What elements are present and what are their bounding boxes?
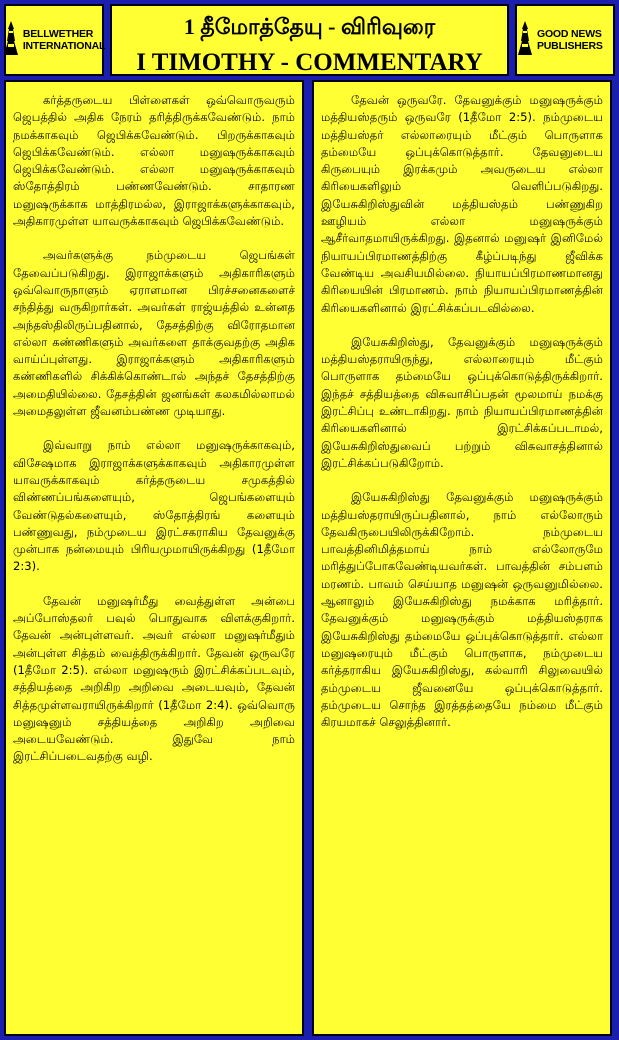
page-title-tamil: 1 தீமோத்தேயு - விரிவுரை (183, 14, 436, 39)
paragraph: தேவன் ஒருவரே. தேவனுக்கும் மனுஷருக்கும் மத்தியஸ்தரும் ஒருவரே (1தீமோ 2:5). நம்முடைய மத்தியஸ்தர் எல்லாரையும் மீட்கும் பொருளாக தம்மையே ஒப்புக்கொடுத்தார். தேவனுடைய கிருபையும் இரக்கமும் அவருடைய எல்லா கிரியைகளிலும் வெளிப்படுகிறது. இயேசுகிறிஸ்துவின் மத்தியஸ்தம் பண்ணுகிற ஊழியம் எல்லா மனுஷருக்கும் ஆசீர்வாதமாயிருக்கிறது. இதனால் மனுஷர் இனிமேல் நியாயப்பிரமாணத்திற்கு கீழ்ப்படிந்து ஜீவிக்க வேண்டிய அவசியமில்லை. நியாயப்பிரமாணமானது கிரியையின் பிரமாணம். நாம் நியாயப்பிரமாணத்தின் கிரியைகளினால் இரட்சிக்கப்படவில்லை. (321, 93, 603, 315)
publisher-name-right: GOOD NEWS PUBLISHERS (537, 28, 603, 52)
title-box (110, 4, 509, 76)
paragraph: இயேசுகிறிஸ்து தேவனுக்கும் மனுஷருக்கும் மத்தியஸ்தராயிருப்பதினால், நாம் எல்லோரும் தேவகிருபையிலிருக்கிறோம். நம்முடைய பாவத்தினிமித்தமாய் நாம் எல்லோருமே மரித்துப்போகவேண்டியவர்கள். பாவத்தின் சம்பளம் மரணம். பாவம் செய்யாத மனுஷன் ஒருவனுமில்லை. ஆனாலும் இயேசுகிறிஸ்து நமக்காக மரித்தார். தேவனுக்கும் மனுஷருக்கும் மத்தியஸ்தராக இயேசுகிறிஸ்து தம்மையே ஒப்புக்கொடுத்தார். எல்லா மனுஷரையும் மீட்கும் பொருளாக, நம்முடைய கர்த்தராகிய இயேசுகிறிஸ்து, கல்வாரி சிலுவையில் தம்முடைய ஜீவனையே ஒப்புக்கொடுத்தார். தம்முடைய சொந்த இரத்தத்தையே நம்மை மீட்கும் கிரயமாகச் செலுத்தினார். (321, 490, 603, 730)
paragraph: இவ்வாறு நாம் எல்லா மனுஷருக்காகவும், விசேஷமாக இராஜாக்களுக்காகவும் அதிகாரமுள்ள யாவருக்காகவும் கர்த்தருடைய சமுகத்தில் விண்ணப்பங்களையும், ஜெபங்களையும் வேண்டுதல்களையும், ஸ்தோத்திரங் களையும் பண்ணுவது, நம்முடைய இரட்சகராகிய தேவனுக்கு முன்பாக நன்மையும் பிரியமுமாயிருக்கிறது (1தீமோ 2:3). (13, 438, 295, 574)
publisher-name-left: BELLWETHER INTERNATIONAL (22, 28, 106, 52)
header (4, 4, 615, 76)
paragraph: தேவன் மனுஷர்மீது வைத்துள்ள அன்பை அப்போஸ்தலர் பவுல் பொதுவாக விளக்குகிறார். தேவன் அன்புள்ளவர். அவர் எல்லா மனுஷர்மீதும் அன்புள்ள சித்தம் வைத்திருக்கிறார். தேவன் ஒருவரே (1தீமோ 2:5). எல்லா மனுஷரும் இரட்சிக்கப்படவும், சத்தியத்தை அறிகிற அறிவை அடையவும், தேவன் சித்தமுள்ளவராயிருக்கிறார் (1தீமோ 2:4). ஒவ்வொரு மனுஷனும் சத்தியத்தை அறிகிற அறிவை அடையவேண்டும். இதுவே நாம் இரட்சிப்படைவதற்கு வழி. (13, 593, 295, 764)
right-column (312, 80, 612, 1036)
left-column (4, 80, 304, 1036)
tower-logo-icon (3, 21, 19, 59)
paragraph: இயேசுகிறிஸ்து, தேவனுக்கும் மனுஷருக்கும் மத்தியஸ்தராயிருந்து, எல்லாரையும் மீட்கும் பொருளாக தம்மையே ஒப்புக்கொடுத்திருக்கிறார். இந்தச் சத்தியத்தை விசுவாசிப்பதன் மூலமாய் நமக்கு இரட்சிப்பு உண்டாகிறது. நாம் நியாயப்பிரமாணத்தின் கிரியைகளினால் இரட்சிக்கப்படாமல், இயேசுகிறிஸ்துவைப் பற்றும் விசுவாசத்தினால் இரட்சிக்கப்படுகிறோம். (321, 334, 603, 470)
paragraph: அவர்களுக்கு நம்முடைய ஜெபங்கள் தேவைப்படுகிறது. இராஜாக்களும் அதிகாரிகளும் ஒவ்வொருநாளும் ஏராளமான பிரச்சனைகளைச் சந்தித்து வருகிறார்கள். அவர்கள் ராஜ்யத்தில் உன்னத அந்தஸ்திலிருப்பதினால், தேசத்திற்கு விரோதமான எல்லா கண்ணிகளும் அவர்களை தாக்குவதற்கு அதிக வாய்ப்புள்ளது. இராஜாக்களும் அதிகாரிகளும் கண்ணிகளில் சிக்கிக்கொண்டால் அந்தச் தேசத்திற்கு அமைதியில்லை. தேசத்தின் ஜனங்கள் கலகமில்லாமல் அமைதலுள்ள ஜீவனம்பண்ண முடியாது. (13, 248, 295, 419)
page-title-english: I TIMOTHY - COMMENTARY (136, 49, 483, 76)
publisher-logo-right (515, 4, 615, 76)
publisher-logo-left (4, 4, 104, 76)
tower-logo-icon (517, 21, 533, 59)
paragraph: கர்த்தருடைய பிள்ளைகள் ஒவ்வொருவரும் ஜெபத்தில் அதிக நேரம் தரித்திருக்கவேண்டும். நாம் நமக்காகவும் ஜெபிக்கவேண்டும். பிறருக்காகவும் ஜெபிக்கவேண்டும். எல்லா மனுஷருக்காகவும் ஜெபிக்கவேண்டும். எல்லா மனுஷருக்காகவும் ஸ்தோத்திரம் பண்ணவேண்டும். சாதாரண மனுஷருக்காக மாத்திரமல்ல, இராஜாக்களுக்காகவும், அதிகாரமுள்ள யாவருக்காகவும் ஜெபிக்கவேண்டும். (13, 93, 295, 229)
